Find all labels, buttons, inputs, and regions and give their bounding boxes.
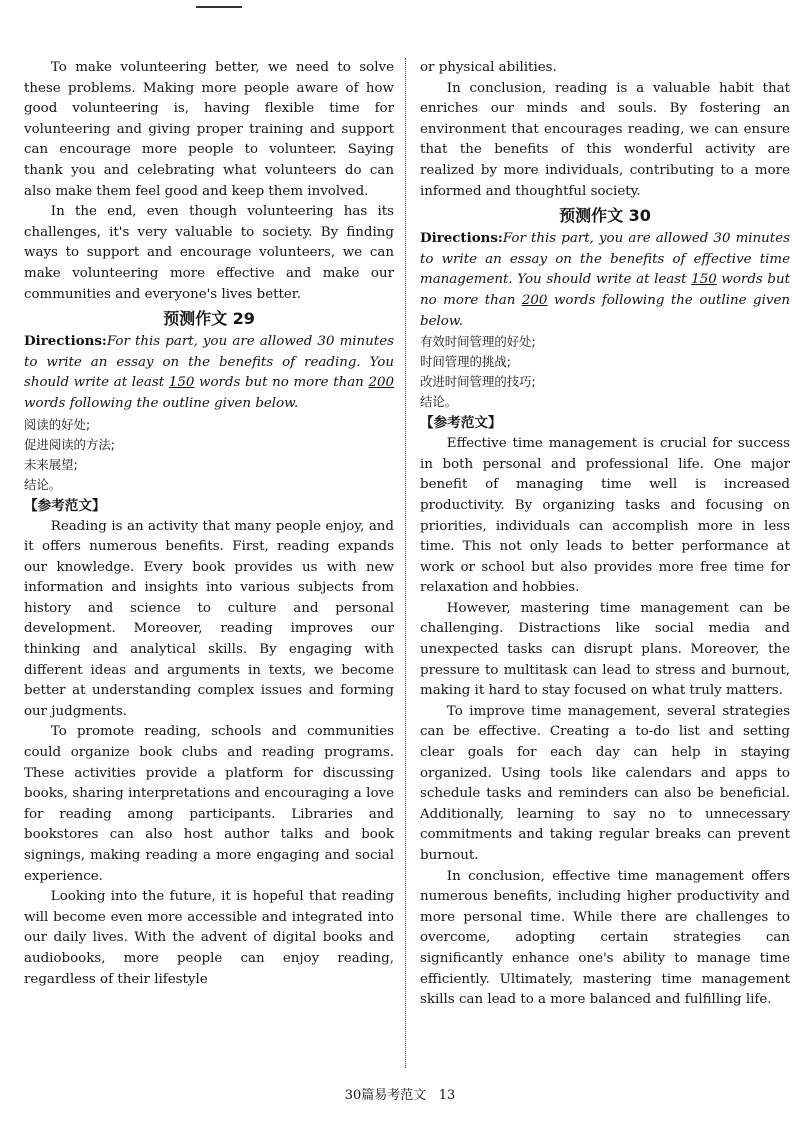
max-words: 200 — [521, 292, 548, 308]
directions-text: For this part, you are allowed 30 minutes to write an essay on the benefits of reading. You should write at least — [24, 334, 394, 391]
directions-text: For this part, you are allowed 30 minutes to write an essay on the benefits of effective time management. You should write at least — [420, 231, 790, 288]
book-title: 30篇易考范文 — [344, 1088, 427, 1103]
directions-text: words following the outline given below. — [24, 395, 299, 411]
page-number: 13 — [438, 1088, 456, 1103]
max-words: 200 — [368, 375, 394, 391]
essay-paragraph-continued: or physical abilities. — [420, 60, 557, 75]
essay-paragraph: In conclusion, effective time management offers numerous benefits, including higher productivity and more personal time. While there are challenges to overcome, adopting certain strategies can significantly enhance one's ability to manage time efficiently. Ultimately, mastering time management skills can lead to a more balanced and fulfilling life. — [420, 868, 790, 1008]
outline-item: 阅读的好处; — [24, 416, 91, 432]
essay-paragraph: To improve time management, several strategies can be effective. Creating a to-do list and setting clear goals for each day can help in staying organized. Using tools like calendars and apps to schedule tasks and reminders can also be beneficial. Additionally, learning to say no to unnecessary commitments and taking regular breaks can prevent burnout. — [420, 703, 790, 863]
directions-text: words but no more than — [420, 272, 790, 308]
page-footer — [0, 1084, 800, 1103]
essay-30-title: 预测作文 30 — [559, 206, 651, 226]
directions-label: Directions: — [24, 333, 107, 350]
reference-essay-label: 【参考范文】 — [24, 497, 106, 514]
right-column — [420, 58, 790, 1011]
essay-paragraph: Looking into the future, it is hopeful that reading will become even more accessible and integrated into our daily lives. With the advent of digital books and audiobooks, more people can enjoy reading, regardless of their lifestyle — [24, 889, 394, 987]
outline-item: 时间管理的挑战; — [420, 354, 511, 370]
outline-item: 未来展望; — [24, 456, 78, 472]
essay-paragraph: To promote reading, schools and communities could organize book clubs and reading programs. These activities provide a platform for discussing books, sharing interpretations and encouraging a love for reading among participants. Libraries and bookstores can also host author talks and book signings, making reading a more engaging and social experience. — [24, 724, 394, 884]
top-rule — [196, 6, 242, 8]
essay-paragraph: However, mastering time management can be challenging. Distractions like social media and unexpected tasks can disrupt plans. Moreover, the pressure to multitask can lead to stress and burnout, making it hard to stay focused on what truly matters. — [420, 600, 790, 699]
outline-item: 结论。 — [420, 394, 458, 410]
min-words: 150 — [168, 375, 195, 391]
essay-29-directions — [24, 331, 394, 414]
outline-item: 改进时间管理的技巧; — [420, 374, 536, 390]
essay-paragraph: In conclusion, reading is a valuable habit that enriches our minds and souls. By fostering an environment that encourages reading, we can ensure that the benefits of this wonderful activity are realized by more individuals, contributing to a more informed and thoughtful society. — [420, 80, 790, 199]
directions-text: words but no more than — [194, 375, 369, 391]
left-column — [24, 58, 394, 990]
outline-item: 有效时间管理的好处; — [420, 334, 536, 350]
essay-paragraph: Effective time management is crucial for success in both personal and professional life. One major benefit of managing time well is increased productivity. By organizing tasks and focusing on priorities, individuals can accomplish more in less time. This not only leads to better performance at work or school but also provides more free time for relaxation and hobbies. — [420, 436, 790, 596]
outline-item: 结论。 — [24, 476, 62, 492]
directions-label: Directions: — [420, 230, 503, 247]
directions-text: words following the outline given below. — [420, 292, 790, 329]
column-divider — [405, 58, 406, 1068]
outline-item: 促进阅读的方法; — [24, 436, 115, 452]
essay-30-directions — [420, 228, 790, 332]
volunteering-paragraph-solutions: To make volunteering better, we need to solve these problems. Making more people aware of how good volunteering is, having flexible time for volunteering and giving proper training and support can encourage more people to volunteer. Saying thank you and celebrating what volunteers do can also make them feel good and keep them involved. — [24, 60, 394, 199]
essay-29-title: 预测作文 29 — [163, 309, 255, 329]
volunteering-paragraph-conclusion: In the end, even though volunteering has its challenges, it's very valuable to society. By finding ways to support and encourage volunteers, we can make volunteering more effective and make our communities and everyone's lives better. — [24, 204, 394, 302]
min-words: 150 — [691, 272, 717, 288]
reference-essay-label: 【参考范文】 — [420, 415, 502, 432]
essay-paragraph: Reading is an activity that many people enjoy, and it offers numerous benefits. First, reading expands our knowledge. Every book provides us with new information and insights into various subjects from history and science to culture and personal development. Moreover, reading improves our thinking and analytical skills. By engaging with different ideas and arguments in texts, we become better at understanding complex issues and forming our judgments. — [24, 518, 394, 719]
